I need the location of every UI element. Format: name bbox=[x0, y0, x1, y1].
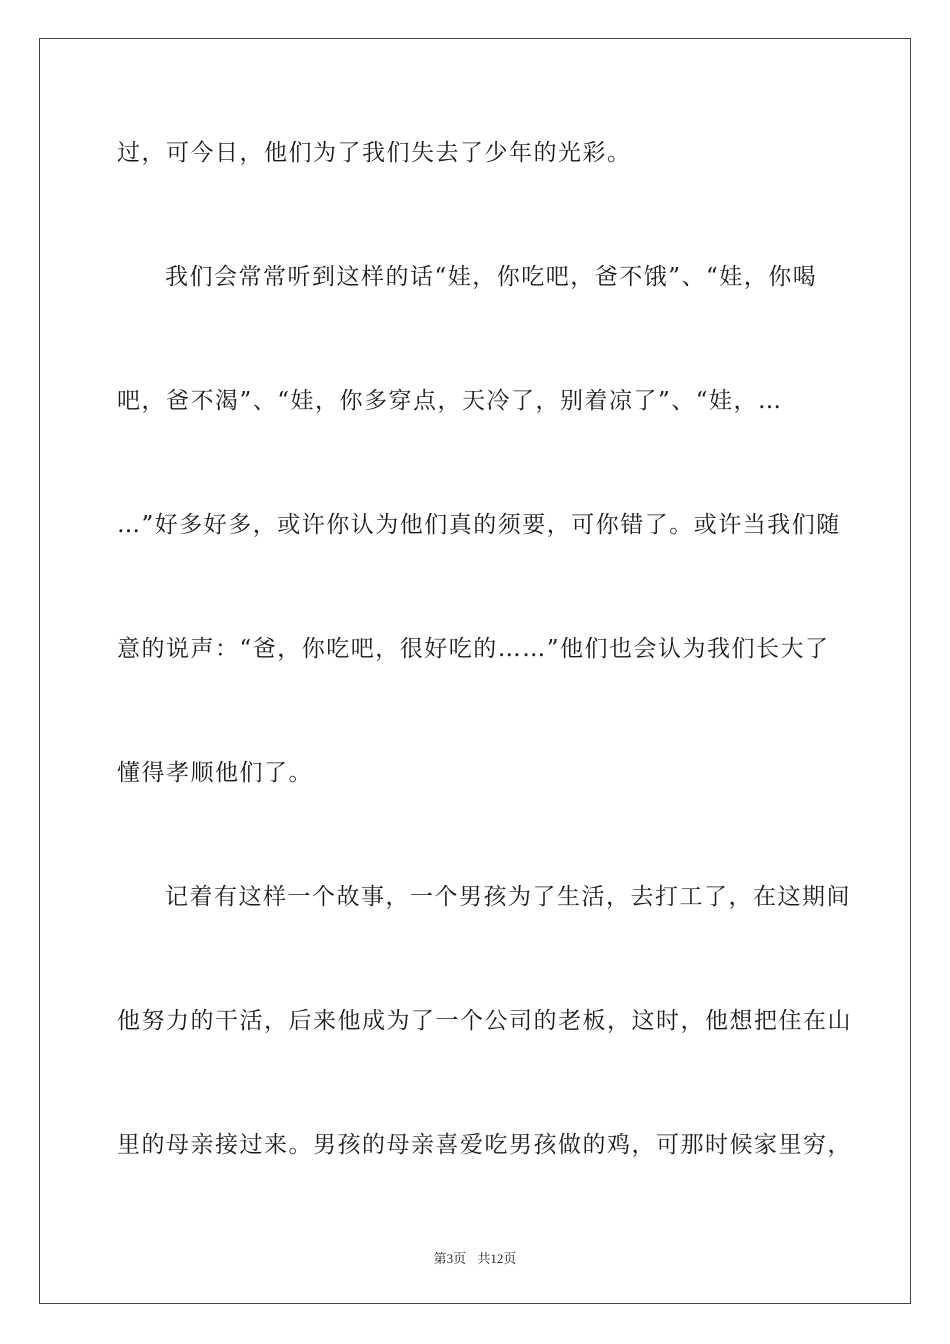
text-line: 记着有这样一个故事，一个男孩为了生活，去打工了，在这期间 bbox=[165, 884, 851, 910]
line-gap bbox=[117, 1052, 833, 1114]
text-line: 我们会常常听到这样的话“娃，你吃吧，爸不饿”、“娃，你喝 bbox=[165, 264, 818, 290]
text-line: 意的说声：“爸，你吃吧，很好吃的……”他们也会认为我们长大了 bbox=[117, 636, 830, 662]
line-gap bbox=[117, 432, 833, 494]
line-gap bbox=[117, 556, 833, 618]
line-gap bbox=[117, 928, 833, 990]
page-number: 第3页 bbox=[433, 1251, 467, 1266]
page-footer bbox=[0, 1248, 950, 1267]
line-gap bbox=[117, 308, 833, 370]
paragraph-gap bbox=[117, 184, 833, 246]
line-gap bbox=[117, 680, 833, 742]
text-line: 里的母亲接过来。男孩的母亲喜爱吃男孩做的鸡，可那时候家里穷， bbox=[117, 1132, 852, 1158]
text-line: …”好多好多，或许你认为他们真的须要，可你错了。或许当我们随 bbox=[117, 512, 841, 538]
page-count: 共12页 bbox=[477, 1251, 517, 1266]
text-line: 他努力的干活，后来他成为了一个公司的老板，这时，他想把住在山 bbox=[117, 1008, 852, 1034]
document-body bbox=[117, 122, 852, 1176]
text-line: 过，可今日，他们为了我们失去了少年的光彩。 bbox=[117, 140, 632, 166]
text-line: 吧，爸不渴”、“娃，你多穿点，天冷了，别着凉了”、“娃，… bbox=[117, 388, 783, 414]
paragraph-gap bbox=[117, 804, 833, 866]
text-line: 懂得孝顺他们了。 bbox=[117, 760, 313, 786]
